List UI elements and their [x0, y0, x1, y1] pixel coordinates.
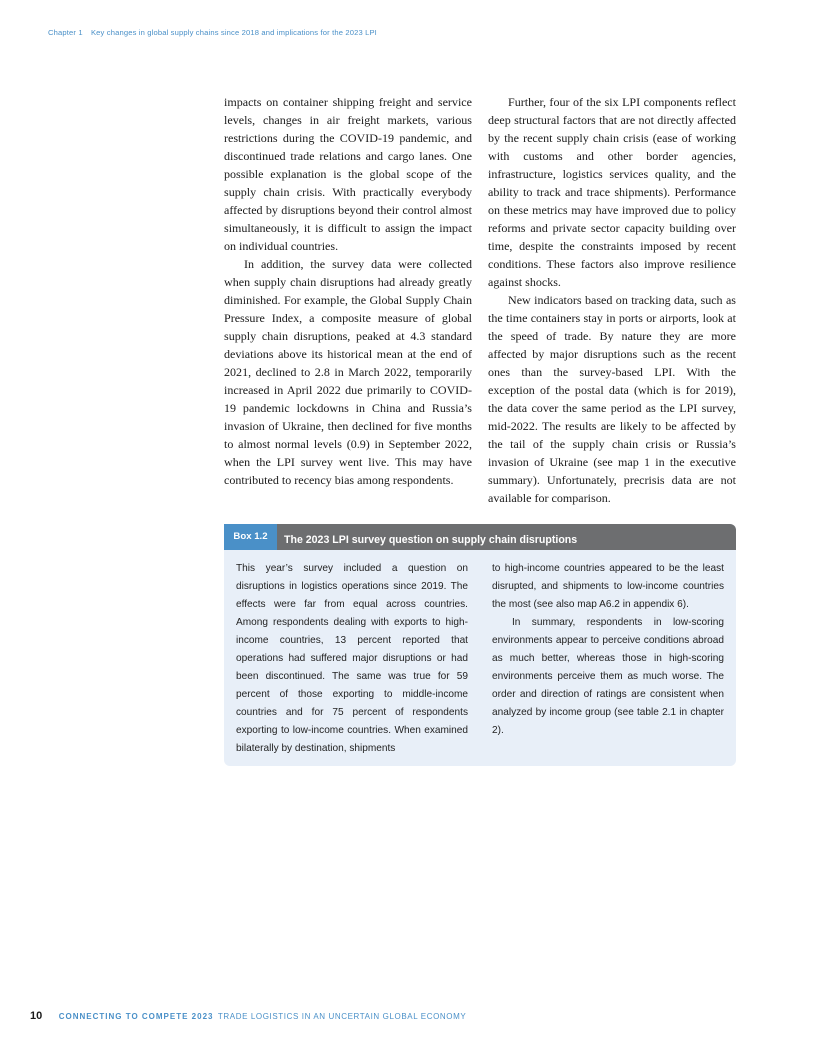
box-column-left — [236, 560, 468, 758]
body-text — [224, 93, 736, 513]
box-title: The 2023 LPI survey question on supply chain disruptions — [284, 534, 578, 546]
box-paragraph: In summary, respondents in low-scoring environments appear to perceive conditions abroad as much better, whereas those in high-scoring environments perceive them as much worse. The order and direction of ratings are consistent when analyzed by income group (see table 2.1 in chapter 2). — [492, 617, 724, 736]
body-paragraph: impacts on container shipping freight and service levels, changes in air freight markets, various restrictions during the COVID-19 pandemic, and discontinued trade relations and cargo lanes. One possible explanation is the global scope of the supply chain crisis. With practically everybody affected by disruptions beyond their control almost simultaneously, it is difficult to assign the impact on individual countries. — [224, 95, 472, 253]
box-paragraph: to high-income countries appeared to be the least disrupted, and shipments to low-income countries the most (see also map A6.2 in appendix 6). — [492, 563, 724, 610]
publication-subtitle: TRADE LOGISTICS IN AN UNCERTAIN GLOBAL ECONOMY — [217, 1012, 467, 1021]
box-paragraph: This year’s survey included a question on disruptions in logistics operations since 2019. The effects were far from equal across countries. Among respondents dealing with exports to high-income countries, 13 percent reported that operations had suffered major disruptions or had been discontinued. The same was true for 59 percent of those exporting to middle-income countries and for 75 percent of respondents exporting to low-income countries. When examined bilaterally by destination, shipments — [236, 563, 468, 754]
body-column-right — [488, 93, 736, 507]
box-header — [224, 524, 736, 550]
body-paragraph: In addition, the survey data were collected when supply chain disruptions had already greatly diminished. For example, the Global Supply Chain Pressure Index, a composite measure of global supply chain disruptions, peaked at 4.3 standard deviations above its historical mean at the end of 2021, declined to 2.8 in March 2022, temporarily increased in April 2022 due primarily to COVID-19 pandemic lockdowns in China and Russia’s invasion of Ukraine, then declined for five months to almost normal levels (0.9) in September 2022, when the LPI survey went live. This may have contributed to recency bias among respondents. — [224, 257, 472, 487]
body-paragraph: New indicators based on tracking data, such as the time containers stay in ports or airports, look at the speed of trade. By nature they are more affected by major disruptions such as the recent ones than the survey-based LPI. With the exception of the postal data (which is for 2019), the data cover the same period as the LPI survey, mid-2022. The results are likely to be affected by the tail of the supply chain crisis or Russia’s invasion of Ukraine (see map 1 in the executive summary). Unfortunately, precrisis data are not available for comparison. — [488, 293, 736, 505]
body-column-left — [224, 93, 472, 489]
page-footer — [30, 1006, 466, 1024]
body-paragraph: Further, four of the six LPI components reflect deep structural factors that are not directly affected by the recent supply chain crisis (ease of working with customs and other border agencies, infrastructure, logistics services quality, and the ability to track and trace shipments). Performance on these metrics may have improved due to policy reforms and private sector capacity building over time, despite the constraints imposed by recent conditions. These factors also improve resilience against shocks. — [488, 95, 736, 289]
page-number: 10 — [30, 1010, 43, 1022]
chapter-label: Chapter 1 — [48, 28, 83, 37]
box-1-2 — [224, 524, 736, 766]
box-column-right — [492, 560, 724, 740]
publication-title: CONNECTING TO COMPETE 2023 — [58, 1012, 214, 1021]
chapter-title: Key changes in global supply chains since 2018 and implications for the 2023 LPI — [90, 28, 377, 37]
running-head — [48, 28, 377, 37]
box-body — [236, 560, 724, 760]
box-tag: Box 1.2 — [224, 524, 277, 550]
